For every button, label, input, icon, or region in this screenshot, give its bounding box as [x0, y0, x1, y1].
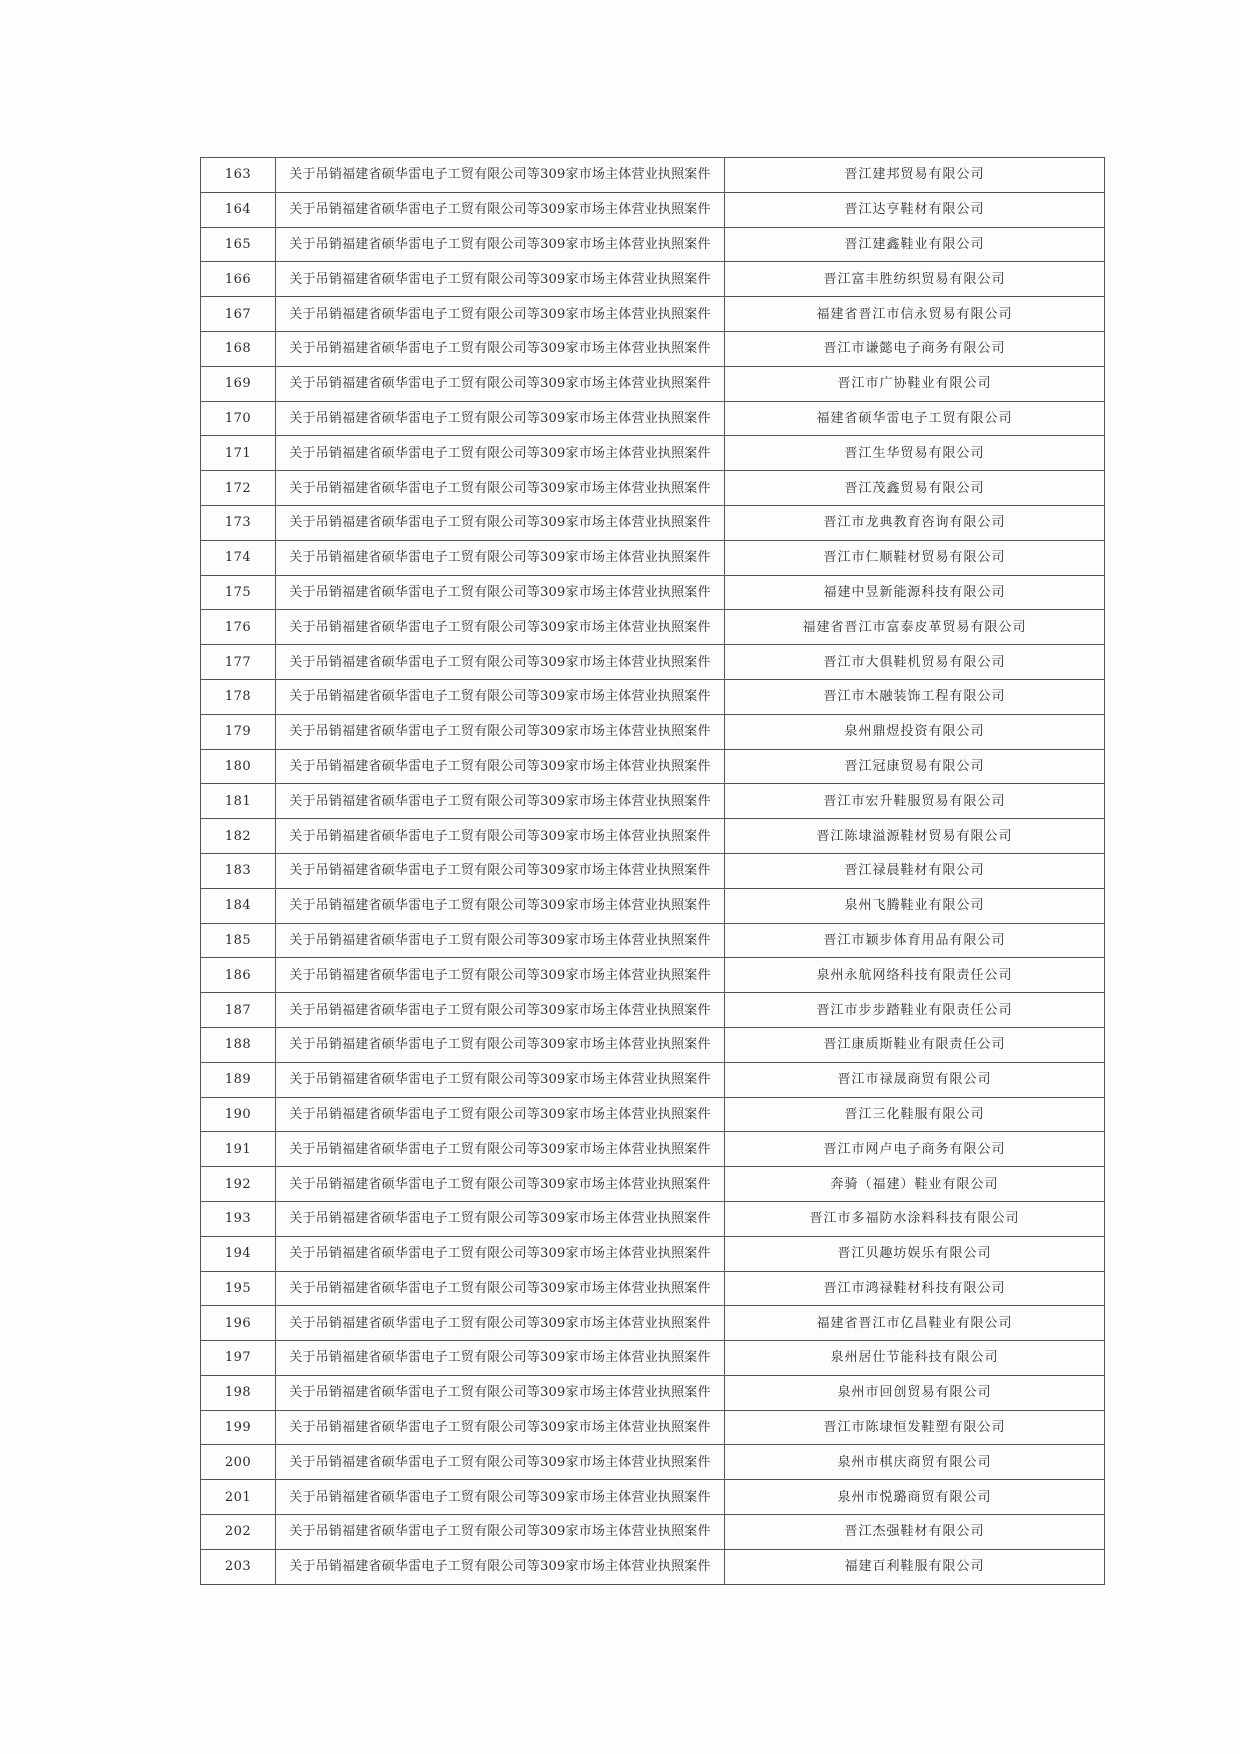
company-name: 晋江建邦贸易有限公司 [725, 158, 1105, 193]
row-number: 170 [201, 401, 276, 436]
table-row [201, 714, 1105, 749]
row-number: 166 [201, 262, 276, 297]
company-name: 晋江建鑫鞋业有限公司 [725, 227, 1105, 262]
row-number: 164 [201, 192, 276, 227]
table-row [201, 1097, 1105, 1132]
company-name: 晋江市宏升鞋服贸易有限公司 [725, 784, 1105, 819]
case-title: 关于吊销福建省硕华雷电子工贸有限公司等309家市场主体营业执照案件 [276, 540, 725, 575]
case-title: 关于吊销福建省硕华雷电子工贸有限公司等309家市场主体营业执照案件 [276, 1027, 725, 1062]
row-number: 197 [201, 1341, 276, 1376]
company-name: 晋江市广协鞋业有限公司 [725, 366, 1105, 401]
row-number: 190 [201, 1097, 276, 1132]
table-body [201, 158, 1105, 1585]
table-row [201, 158, 1105, 193]
company-name: 泉州永航网络科技有限责任公司 [725, 958, 1105, 993]
table-row [201, 1375, 1105, 1410]
case-title: 关于吊销福建省硕华雷电子工贸有限公司等309家市场主体营业执照案件 [276, 297, 725, 332]
row-number: 181 [201, 784, 276, 819]
company-name: 泉州市棋庆商贸有限公司 [725, 1445, 1105, 1480]
row-number: 195 [201, 1271, 276, 1306]
row-number: 173 [201, 505, 276, 540]
table-row [201, 575, 1105, 610]
table-row [201, 1271, 1105, 1306]
row-number: 194 [201, 1236, 276, 1271]
case-title: 关于吊销福建省硕华雷电子工贸有限公司等309家市场主体营业执照案件 [276, 1445, 725, 1480]
case-title: 关于吊销福建省硕华雷电子工贸有限公司等309家市场主体营业执照案件 [276, 610, 725, 645]
row-number: 187 [201, 993, 276, 1028]
case-title: 关于吊销福建省硕华雷电子工贸有限公司等309家市场主体营业执照案件 [276, 401, 725, 436]
row-number: 203 [201, 1549, 276, 1584]
company-name: 晋江康质斯鞋业有限责任公司 [725, 1027, 1105, 1062]
table-row [201, 401, 1105, 436]
table-row [201, 471, 1105, 506]
company-name: 晋江冠康贸易有限公司 [725, 749, 1105, 784]
row-number: 202 [201, 1515, 276, 1550]
company-name: 晋江陈埭溢源鞋材贸易有限公司 [725, 819, 1105, 854]
table-row [201, 923, 1105, 958]
row-number: 171 [201, 436, 276, 471]
case-title: 关于吊销福建省硕华雷电子工贸有限公司等309家市场主体营业执照案件 [276, 888, 725, 923]
row-number: 176 [201, 610, 276, 645]
table-row [201, 1236, 1105, 1271]
company-name: 晋江市仁顺鞋材贸易有限公司 [725, 540, 1105, 575]
row-number: 167 [201, 297, 276, 332]
case-title: 关于吊销福建省硕华雷电子工贸有限公司等309家市场主体营业执照案件 [276, 1515, 725, 1550]
company-name: 福建省硕华雷电子工贸有限公司 [725, 401, 1105, 436]
company-name: 福建省晋江市亿昌鞋业有限公司 [725, 1306, 1105, 1341]
row-number: 175 [201, 575, 276, 610]
company-name: 泉州飞腾鞋业有限公司 [725, 888, 1105, 923]
company-name: 奔骑（福建）鞋业有限公司 [725, 1167, 1105, 1202]
case-title: 关于吊销福建省硕华雷电子工贸有限公司等309家市场主体营业执照案件 [276, 958, 725, 993]
row-number: 186 [201, 958, 276, 993]
row-number: 182 [201, 819, 276, 854]
row-number: 192 [201, 1167, 276, 1202]
row-number: 169 [201, 366, 276, 401]
table-row [201, 1515, 1105, 1550]
case-title: 关于吊销福建省硕华雷电子工贸有限公司等309家市场主体营业执照案件 [276, 262, 725, 297]
company-name: 晋江达亨鞋材有限公司 [725, 192, 1105, 227]
table-row [201, 1132, 1105, 1167]
case-title: 关于吊销福建省硕华雷电子工贸有限公司等309家市场主体营业执照案件 [276, 192, 725, 227]
case-title: 关于吊销福建省硕华雷电子工贸有限公司等309家市场主体营业执照案件 [276, 1480, 725, 1515]
table-row [201, 819, 1105, 854]
table-row [201, 1549, 1105, 1584]
row-number: 201 [201, 1480, 276, 1515]
row-number: 163 [201, 158, 276, 193]
case-title: 关于吊销福建省硕华雷电子工贸有限公司等309家市场主体营业执照案件 [276, 1167, 725, 1202]
case-title: 关于吊销福建省硕华雷电子工贸有限公司等309家市场主体营业执照案件 [276, 227, 725, 262]
table-row [201, 540, 1105, 575]
table-row [201, 1445, 1105, 1480]
company-name: 晋江市陈埭恒发鞋塑有限公司 [725, 1410, 1105, 1445]
revocation-case-table [200, 157, 1105, 1585]
case-title: 关于吊销福建省硕华雷电子工贸有限公司等309家市场主体营业执照案件 [276, 1201, 725, 1236]
case-title: 关于吊销福建省硕华雷电子工贸有限公司等309家市场主体营业执照案件 [276, 436, 725, 471]
table-row [201, 366, 1105, 401]
company-name: 晋江市木融装饰工程有限公司 [725, 679, 1105, 714]
company-name: 晋江杰强鞋材有限公司 [725, 1515, 1105, 1550]
row-number: 184 [201, 888, 276, 923]
table-row [201, 331, 1105, 366]
table-row [201, 436, 1105, 471]
row-number: 179 [201, 714, 276, 749]
case-title: 关于吊销福建省硕华雷电子工贸有限公司等309家市场主体营业执照案件 [276, 679, 725, 714]
company-name: 泉州鼎煜投资有限公司 [725, 714, 1105, 749]
row-number: 196 [201, 1306, 276, 1341]
table-row [201, 1410, 1105, 1445]
company-name: 晋江市多福防水涂料科技有限公司 [725, 1201, 1105, 1236]
company-name: 晋江市龙典教育咨询有限公司 [725, 505, 1105, 540]
row-number: 199 [201, 1410, 276, 1445]
company-name: 晋江市大俱鞋机贸易有限公司 [725, 645, 1105, 680]
row-number: 178 [201, 679, 276, 714]
row-number: 168 [201, 331, 276, 366]
company-name: 泉州居仕节能科技有限公司 [725, 1341, 1105, 1376]
company-name: 泉州市悦璐商贸有限公司 [725, 1480, 1105, 1515]
company-name: 晋江禄晨鞋材有限公司 [725, 853, 1105, 888]
case-title: 关于吊销福建省硕华雷电子工贸有限公司等309家市场主体营业执照案件 [276, 366, 725, 401]
company-name: 福建中昱新能源科技有限公司 [725, 575, 1105, 610]
row-number: 185 [201, 923, 276, 958]
table-row [201, 505, 1105, 540]
case-title: 关于吊销福建省硕华雷电子工贸有限公司等309家市场主体营业执照案件 [276, 784, 725, 819]
case-title: 关于吊销福建省硕华雷电子工贸有限公司等309家市场主体营业执照案件 [276, 471, 725, 506]
case-title: 关于吊销福建省硕华雷电子工贸有限公司等309家市场主体营业执照案件 [276, 923, 725, 958]
case-title: 关于吊销福建省硕华雷电子工贸有限公司等309家市场主体营业执照案件 [276, 714, 725, 749]
company-name: 福建百利鞋服有限公司 [725, 1549, 1105, 1584]
case-title: 关于吊销福建省硕华雷电子工贸有限公司等309家市场主体营业执照案件 [276, 645, 725, 680]
company-name: 晋江茂鑫贸易有限公司 [725, 471, 1105, 506]
company-name: 晋江生华贸易有限公司 [725, 436, 1105, 471]
row-number: 180 [201, 749, 276, 784]
row-number: 172 [201, 471, 276, 506]
table-row [201, 610, 1105, 645]
company-name: 晋江富丰胜纺织贸易有限公司 [725, 262, 1105, 297]
table-row [201, 1062, 1105, 1097]
table-row [201, 749, 1105, 784]
company-name: 福建省晋江市富泰皮革贸易有限公司 [725, 610, 1105, 645]
table-row [201, 192, 1105, 227]
row-number: 191 [201, 1132, 276, 1167]
company-name: 晋江市谦懿电子商务有限公司 [725, 331, 1105, 366]
case-title: 关于吊销福建省硕华雷电子工贸有限公司等309家市场主体营业执照案件 [276, 1271, 725, 1306]
row-number: 183 [201, 853, 276, 888]
table-row [201, 645, 1105, 680]
row-number: 174 [201, 540, 276, 575]
company-name: 福建省晋江市信永贸易有限公司 [725, 297, 1105, 332]
case-title: 关于吊销福建省硕华雷电子工贸有限公司等309家市场主体营业执照案件 [276, 158, 725, 193]
case-title: 关于吊销福建省硕华雷电子工贸有限公司等309家市场主体营业执照案件 [276, 819, 725, 854]
row-number: 177 [201, 645, 276, 680]
case-title: 关于吊销福建省硕华雷电子工贸有限公司等309家市场主体营业执照案件 [276, 1306, 725, 1341]
case-title: 关于吊销福建省硕华雷电子工贸有限公司等309家市场主体营业执照案件 [276, 749, 725, 784]
table-row [201, 1201, 1105, 1236]
company-name: 晋江市颖步体育用品有限公司 [725, 923, 1105, 958]
table-row [201, 784, 1105, 819]
case-title: 关于吊销福建省硕华雷电子工贸有限公司等309家市场主体营业执照案件 [276, 1132, 725, 1167]
table-row [201, 888, 1105, 923]
table-row [201, 993, 1105, 1028]
row-number: 165 [201, 227, 276, 262]
case-title: 关于吊销福建省硕华雷电子工贸有限公司等309家市场主体营业执照案件 [276, 1341, 725, 1376]
case-title: 关于吊销福建省硕华雷电子工贸有限公司等309家市场主体营业执照案件 [276, 1410, 725, 1445]
row-number: 189 [201, 1062, 276, 1097]
row-number: 198 [201, 1375, 276, 1410]
row-number: 193 [201, 1201, 276, 1236]
case-title: 关于吊销福建省硕华雷电子工贸有限公司等309家市场主体营业执照案件 [276, 853, 725, 888]
table-row [201, 1341, 1105, 1376]
case-title: 关于吊销福建省硕华雷电子工贸有限公司等309家市场主体营业执照案件 [276, 1236, 725, 1271]
case-title: 关于吊销福建省硕华雷电子工贸有限公司等309家市场主体营业执照案件 [276, 1549, 725, 1584]
table-row [201, 958, 1105, 993]
table-row [201, 227, 1105, 262]
table-row [201, 1167, 1105, 1202]
case-title: 关于吊销福建省硕华雷电子工贸有限公司等309家市场主体营业执照案件 [276, 331, 725, 366]
case-title: 关于吊销福建省硕华雷电子工贸有限公司等309家市场主体营业执照案件 [276, 993, 725, 1028]
table-row [201, 1480, 1105, 1515]
table-row [201, 853, 1105, 888]
table-row [201, 679, 1105, 714]
table-row [201, 1027, 1105, 1062]
case-title: 关于吊销福建省硕华雷电子工贸有限公司等309家市场主体营业执照案件 [276, 1062, 725, 1097]
case-title: 关于吊销福建省硕华雷电子工贸有限公司等309家市场主体营业执照案件 [276, 505, 725, 540]
case-title: 关于吊销福建省硕华雷电子工贸有限公司等309家市场主体营业执照案件 [276, 1097, 725, 1132]
company-name: 晋江市禄晟商贸有限公司 [725, 1062, 1105, 1097]
case-title: 关于吊销福建省硕华雷电子工贸有限公司等309家市场主体营业执照案件 [276, 1375, 725, 1410]
company-name: 晋江市网卢电子商务有限公司 [725, 1132, 1105, 1167]
case-title: 关于吊销福建省硕华雷电子工贸有限公司等309家市场主体营业执照案件 [276, 575, 725, 610]
company-name: 晋江贝趣坊娱乐有限公司 [725, 1236, 1105, 1271]
company-name: 晋江市步步踏鞋业有限责任公司 [725, 993, 1105, 1028]
table-row [201, 297, 1105, 332]
table-row [201, 1306, 1105, 1341]
row-number: 188 [201, 1027, 276, 1062]
company-name: 晋江市鸿禄鞋材科技有限公司 [725, 1271, 1105, 1306]
company-name: 泉州市回创贸易有限公司 [725, 1375, 1105, 1410]
company-name: 晋江三化鞋服有限公司 [725, 1097, 1105, 1132]
row-number: 200 [201, 1445, 276, 1480]
table-row [201, 262, 1105, 297]
